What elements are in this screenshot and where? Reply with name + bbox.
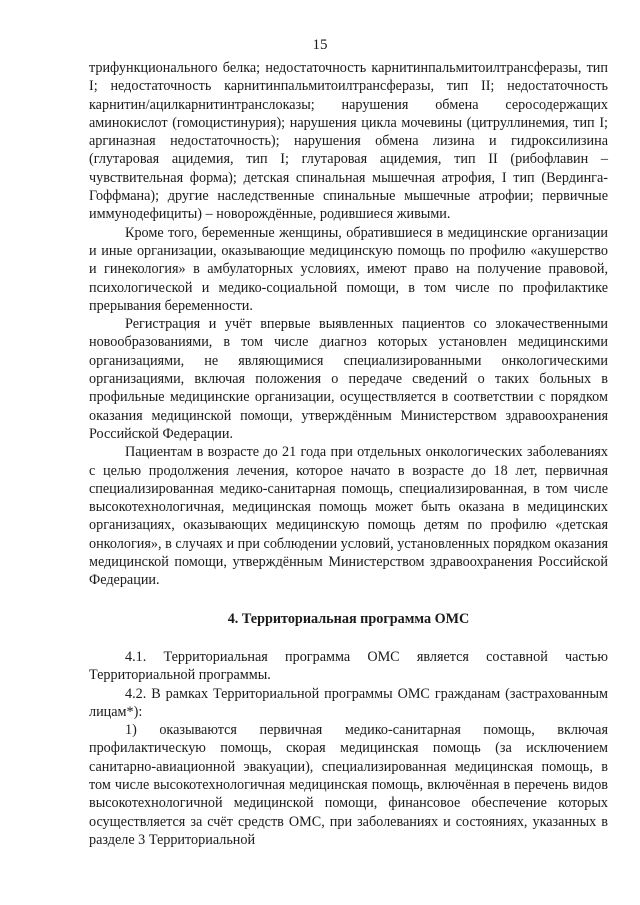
section-title: 4. Территориальная программа ОМС: [227, 610, 470, 627]
document-body: [89, 59, 608, 849]
paragraph-patients-under-21: Пациентам в возрасте до 21 года при отдельных онкологических заболеваниях с целью продолжения лечения, которое начато в возрасте до 18 лет, первичная специализированная медико-санитарная помощь, специализированная, в том числе высокотехнологичная, медицинская помощь может быть оказана в медицинских организациях, оказывающих медицинскую помощь детям по профилю «детская онкология», в случаях и при соблюдении условий, установленных порядком оказания медицинской помощи, утверждённым Министерством здравоохранения Российской Федерации.: [89, 444, 608, 589]
page-number: 15: [312, 37, 328, 53]
paragraph-oncology-registration: Регистрация и учёт впервые выявленных пациентов со злокачественными новообразованиями, в том числе диагноз которых установлен медицинскими организациями, не являющимися специализированными онкологическими организациями, включая положения о передаче сведений о таких больных в профильные медицинские организации, осуществляется в соответствии с порядком оказания медицинской помощи, утверждённым Министерством здравоохранения Российской Федерации.: [89, 316, 608, 442]
paragraph-4-2: 4.2. В рамках Территориальной программы ОМС гражданам (застрахованным лицам*):: [89, 685, 608, 720]
paragraph-pregnant-women: Кроме того, беременные женщины, обратившиеся в медицинские организации и иные организации, оказывающие медицинскую помощь по профилю «акушерство и гинекология» в амбулаторных условиях, имеют право на получение правовой, психологической и медико-социальной помощи, в том числе по профилактике прерывания беременности.: [89, 224, 608, 314]
paragraph-4-1: 4.1. Территориальная программа ОМС является составной частью Территориальной программы.: [89, 648, 608, 684]
paragraph-screening-list: трифункционального белка; недостаточность карнитинпальмитоилтрансферазы, тип I; недостаточность карнитинпальмитоилтрансферазы, тип II; недостаточность карнитин/ацилкарнитинтранслоказы; нарушения обмена серосодержащих аминокислот (гомоцистинурия); нарушения цикла мочевины (цитруллинемия, тип I; аргиназная недостаточность); нарушения обмена лизина и гидроксилизина (глутаровая ацидемия, тип I; глутаровая ацидемия, тип II (рибофлавин – чувствительная форма); детская спинальная мышечная атрофия, I тип (Вердинга-Гоффмана); другие наследственные спинальные мышечные атрофии; первичные иммунодефициты) – новорождённые, родившиеся живыми.: [89, 60, 608, 223]
paragraph-item-1: 1) оказываются первичная медико-санитарная помощь, включая профилактическую помощь, скорая медицинская помощь (за исключением санитарно-авиационной эвакуации), специализированная медицинская помощь, в том числе высокотехнологичная медицинская помощь, включённая в перечень видов высокотехнологичной медицинской помощи, финансовое обеспечение которых осуществляется за счёт средств ОМС, при заболеваниях и состояниях, указанных в разделе 3 Территориальной: [89, 722, 608, 848]
